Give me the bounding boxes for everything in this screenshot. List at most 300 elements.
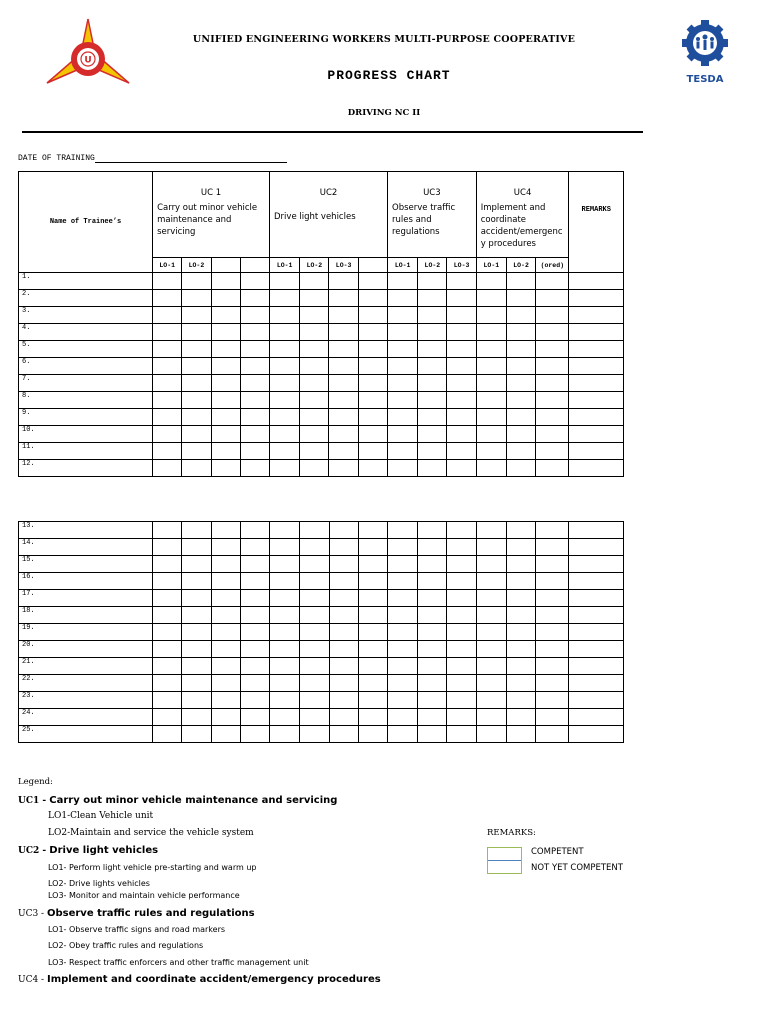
progress-cell[interactable] — [536, 426, 569, 443]
progress-cell[interactable] — [153, 324, 182, 341]
progress-cell[interactable] — [300, 358, 329, 375]
trainee-name-cell[interactable]: 21. — [19, 658, 153, 675]
progress-cell[interactable] — [300, 675, 329, 692]
progress-cell[interactable] — [358, 692, 387, 709]
progress-cell[interactable] — [388, 392, 418, 409]
progress-cell[interactable] — [447, 358, 476, 375]
trainee-name-cell[interactable]: 14. — [19, 539, 153, 556]
progress-cell[interactable] — [418, 624, 447, 641]
trainee-name-cell[interactable]: 17. — [19, 590, 153, 607]
remarks-cell[interactable] — [569, 539, 624, 556]
remarks-cell[interactable] — [569, 624, 624, 641]
progress-cell[interactable] — [447, 624, 476, 641]
progress-cell[interactable] — [358, 641, 387, 658]
progress-cell[interactable] — [418, 539, 447, 556]
progress-cell[interactable] — [182, 709, 211, 726]
progress-cell[interactable] — [240, 392, 269, 409]
progress-cell[interactable] — [329, 307, 358, 324]
progress-cell[interactable] — [182, 324, 211, 341]
trainee-name-cell[interactable]: 8. — [19, 392, 153, 409]
progress-cell[interactable] — [211, 573, 240, 590]
progress-cell[interactable] — [182, 726, 211, 743]
progress-cell[interactable] — [358, 726, 387, 743]
progress-cell[interactable] — [211, 675, 240, 692]
progress-cell[interactable] — [153, 692, 182, 709]
trainee-name-cell[interactable]: 25. — [19, 726, 153, 743]
progress-cell[interactable] — [506, 273, 535, 290]
progress-cell[interactable] — [300, 641, 329, 658]
progress-cell[interactable] — [536, 641, 569, 658]
progress-cell[interactable] — [387, 624, 417, 641]
progress-cell[interactable] — [388, 273, 418, 290]
progress-cell[interactable] — [388, 426, 418, 443]
progress-cell[interactable] — [447, 658, 476, 675]
trainee-name-cell[interactable]: 1. — [19, 273, 153, 290]
progress-cell[interactable] — [211, 658, 240, 675]
progress-cell[interactable] — [418, 590, 447, 607]
progress-cell[interactable] — [418, 675, 447, 692]
progress-cell[interactable] — [240, 573, 269, 590]
progress-cell[interactable] — [388, 307, 418, 324]
progress-cell[interactable] — [418, 658, 447, 675]
progress-cell[interactable] — [447, 307, 476, 324]
progress-cell[interactable] — [447, 709, 476, 726]
progress-cell[interactable] — [153, 341, 182, 358]
progress-cell[interactable] — [387, 675, 417, 692]
progress-cell[interactable] — [388, 324, 418, 341]
progress-cell[interactable] — [270, 290, 300, 307]
progress-cell[interactable] — [153, 709, 182, 726]
progress-cell[interactable] — [211, 556, 240, 573]
progress-cell[interactable] — [240, 341, 269, 358]
progress-cell[interactable] — [358, 658, 387, 675]
progress-cell[interactable] — [270, 641, 300, 658]
progress-cell[interactable] — [476, 290, 506, 307]
progress-cell[interactable] — [418, 341, 447, 358]
remarks-cell[interactable] — [569, 290, 624, 307]
progress-cell[interactable] — [153, 392, 182, 409]
progress-cell[interactable] — [182, 624, 211, 641]
progress-cell[interactable] — [240, 324, 269, 341]
progress-cell[interactable] — [300, 460, 329, 477]
progress-cell[interactable] — [418, 409, 447, 426]
progress-cell[interactable] — [300, 607, 329, 624]
progress-cell[interactable] — [387, 658, 417, 675]
remarks-cell[interactable] — [569, 590, 624, 607]
progress-cell[interactable] — [447, 692, 476, 709]
progress-cell[interactable] — [270, 675, 300, 692]
progress-cell[interactable] — [447, 392, 476, 409]
progress-cell[interactable] — [476, 709, 506, 726]
trainee-name-cell[interactable]: 13. — [19, 522, 153, 539]
progress-cell[interactable] — [536, 709, 569, 726]
progress-cell[interactable] — [447, 324, 476, 341]
progress-cell[interactable] — [447, 341, 476, 358]
progress-cell[interactable] — [300, 273, 329, 290]
progress-cell[interactable] — [240, 658, 269, 675]
progress-cell[interactable] — [476, 556, 506, 573]
progress-cell[interactable] — [358, 409, 387, 426]
remarks-cell[interactable] — [569, 709, 624, 726]
progress-cell[interactable] — [536, 590, 569, 607]
progress-cell[interactable] — [476, 692, 506, 709]
progress-cell[interactable] — [476, 590, 506, 607]
progress-cell[interactable] — [418, 709, 447, 726]
progress-cell[interactable] — [329, 409, 358, 426]
progress-cell[interactable] — [211, 607, 240, 624]
progress-cell[interactable] — [270, 358, 300, 375]
progress-cell[interactable] — [536, 726, 569, 743]
progress-cell[interactable] — [536, 658, 569, 675]
progress-cell[interactable] — [387, 590, 417, 607]
progress-cell[interactable] — [300, 522, 329, 539]
progress-cell[interactable] — [388, 460, 418, 477]
progress-cell[interactable] — [387, 726, 417, 743]
trainee-name-cell[interactable]: 10. — [19, 426, 153, 443]
progress-cell[interactable] — [329, 426, 358, 443]
progress-cell[interactable] — [240, 358, 269, 375]
progress-cell[interactable] — [329, 709, 358, 726]
progress-cell[interactable] — [182, 590, 211, 607]
progress-cell[interactable] — [153, 409, 182, 426]
progress-cell[interactable] — [418, 607, 447, 624]
progress-cell[interactable] — [358, 624, 387, 641]
progress-cell[interactable] — [300, 573, 329, 590]
progress-cell[interactable] — [211, 590, 240, 607]
progress-cell[interactable] — [300, 307, 329, 324]
progress-cell[interactable] — [211, 324, 240, 341]
progress-cell[interactable] — [182, 692, 211, 709]
progress-cell[interactable] — [536, 273, 569, 290]
progress-cell[interactable] — [270, 709, 300, 726]
progress-cell[interactable] — [329, 658, 358, 675]
progress-cell[interactable] — [388, 409, 418, 426]
remarks-cell[interactable] — [569, 426, 624, 443]
progress-cell[interactable] — [329, 539, 358, 556]
progress-cell[interactable] — [536, 522, 569, 539]
progress-cell[interactable] — [270, 460, 300, 477]
progress-cell[interactable] — [211, 624, 240, 641]
progress-cell[interactable] — [476, 273, 506, 290]
progress-cell[interactable] — [329, 324, 358, 341]
progress-cell[interactable] — [506, 460, 535, 477]
progress-cell[interactable] — [387, 641, 417, 658]
progress-cell[interactable] — [211, 426, 240, 443]
trainee-name-cell[interactable]: 19. — [19, 624, 153, 641]
progress-cell[interactable] — [358, 607, 387, 624]
progress-cell[interactable] — [536, 341, 569, 358]
progress-cell[interactable] — [447, 426, 476, 443]
progress-cell[interactable] — [387, 607, 417, 624]
trainee-name-cell[interactable]: 22. — [19, 675, 153, 692]
trainee-name-cell[interactable]: 6. — [19, 358, 153, 375]
progress-cell[interactable] — [447, 590, 476, 607]
progress-cell[interactable] — [182, 392, 211, 409]
progress-cell[interactable] — [270, 573, 300, 590]
progress-cell[interactable] — [240, 460, 269, 477]
progress-cell[interactable] — [418, 392, 447, 409]
progress-cell[interactable] — [270, 341, 300, 358]
progress-cell[interactable] — [300, 443, 329, 460]
progress-cell[interactable] — [536, 290, 569, 307]
progress-cell[interactable] — [358, 290, 387, 307]
progress-cell[interactable] — [240, 539, 269, 556]
progress-cell[interactable] — [153, 443, 182, 460]
progress-cell[interactable] — [447, 460, 476, 477]
remarks-cell[interactable] — [569, 324, 624, 341]
progress-cell[interactable] — [387, 522, 417, 539]
progress-cell[interactable] — [153, 290, 182, 307]
progress-cell[interactable] — [182, 658, 211, 675]
remarks-cell[interactable] — [569, 573, 624, 590]
progress-cell[interactable] — [329, 460, 358, 477]
remarks-cell[interactable] — [569, 658, 624, 675]
progress-cell[interactable] — [418, 460, 447, 477]
progress-cell[interactable] — [358, 375, 387, 392]
progress-cell[interactable] — [506, 290, 535, 307]
remarks-cell[interactable] — [569, 375, 624, 392]
remarks-cell[interactable] — [569, 392, 624, 409]
progress-cell[interactable] — [211, 358, 240, 375]
progress-cell[interactable] — [506, 641, 535, 658]
progress-cell[interactable] — [476, 539, 506, 556]
progress-cell[interactable] — [153, 641, 182, 658]
progress-cell[interactable] — [211, 341, 240, 358]
progress-cell[interactable] — [476, 341, 506, 358]
progress-cell[interactable] — [329, 607, 358, 624]
trainee-name-cell[interactable]: 24. — [19, 709, 153, 726]
progress-cell[interactable] — [506, 692, 535, 709]
progress-cell[interactable] — [476, 675, 506, 692]
trainee-name-cell[interactable]: 15. — [19, 556, 153, 573]
progress-cell[interactable] — [358, 358, 387, 375]
progress-cell[interactable] — [182, 641, 211, 658]
progress-cell[interactable] — [358, 522, 387, 539]
progress-cell[interactable] — [211, 460, 240, 477]
progress-cell[interactable] — [329, 726, 358, 743]
progress-cell[interactable] — [418, 307, 447, 324]
progress-cell[interactable] — [182, 443, 211, 460]
progress-cell[interactable] — [329, 290, 358, 307]
progress-cell[interactable] — [300, 709, 329, 726]
progress-cell[interactable] — [476, 624, 506, 641]
progress-cell[interactable] — [418, 290, 447, 307]
progress-cell[interactable] — [506, 675, 535, 692]
progress-cell[interactable] — [358, 573, 387, 590]
progress-cell[interactable] — [240, 692, 269, 709]
progress-cell[interactable] — [153, 460, 182, 477]
progress-cell[interactable] — [300, 324, 329, 341]
progress-cell[interactable] — [476, 426, 506, 443]
progress-cell[interactable] — [300, 539, 329, 556]
progress-cell[interactable] — [211, 692, 240, 709]
progress-cell[interactable] — [506, 307, 535, 324]
progress-cell[interactable] — [240, 409, 269, 426]
progress-cell[interactable] — [270, 624, 300, 641]
progress-cell[interactable] — [447, 539, 476, 556]
progress-cell[interactable] — [211, 273, 240, 290]
progress-cell[interactable] — [270, 375, 300, 392]
progress-cell[interactable] — [358, 273, 387, 290]
progress-cell[interactable] — [211, 443, 240, 460]
progress-cell[interactable] — [447, 726, 476, 743]
progress-cell[interactable] — [506, 556, 535, 573]
progress-cell[interactable] — [476, 607, 506, 624]
progress-cell[interactable] — [388, 443, 418, 460]
progress-cell[interactable] — [300, 658, 329, 675]
progress-cell[interactable] — [358, 392, 387, 409]
progress-cell[interactable] — [506, 709, 535, 726]
remarks-cell[interactable] — [569, 522, 624, 539]
progress-cell[interactable] — [388, 290, 418, 307]
progress-cell[interactable] — [300, 375, 329, 392]
progress-cell[interactable] — [506, 324, 535, 341]
progress-cell[interactable] — [358, 590, 387, 607]
progress-cell[interactable] — [300, 426, 329, 443]
progress-cell[interactable] — [182, 460, 211, 477]
progress-cell[interactable] — [300, 624, 329, 641]
progress-cell[interactable] — [476, 375, 506, 392]
progress-cell[interactable] — [240, 273, 269, 290]
progress-cell[interactable] — [211, 539, 240, 556]
progress-cell[interactable] — [270, 590, 300, 607]
remarks-cell[interactable] — [569, 409, 624, 426]
progress-cell[interactable] — [506, 726, 535, 743]
progress-cell[interactable] — [153, 522, 182, 539]
progress-cell[interactable] — [153, 590, 182, 607]
progress-cell[interactable] — [240, 443, 269, 460]
remarks-cell[interactable] — [569, 460, 624, 477]
remarks-cell[interactable] — [569, 307, 624, 324]
progress-cell[interactable] — [506, 426, 535, 443]
progress-cell[interactable] — [418, 641, 447, 658]
progress-cell[interactable] — [153, 375, 182, 392]
progress-cell[interactable] — [536, 607, 569, 624]
progress-cell[interactable] — [182, 573, 211, 590]
progress-cell[interactable] — [447, 556, 476, 573]
progress-cell[interactable] — [506, 443, 535, 460]
progress-cell[interactable] — [536, 675, 569, 692]
progress-cell[interactable] — [536, 307, 569, 324]
progress-cell[interactable] — [476, 443, 506, 460]
progress-cell[interactable] — [506, 658, 535, 675]
progress-cell[interactable] — [358, 539, 387, 556]
progress-cell[interactable] — [300, 556, 329, 573]
progress-cell[interactable] — [270, 392, 300, 409]
progress-cell[interactable] — [270, 522, 300, 539]
progress-cell[interactable] — [358, 443, 387, 460]
remarks-cell[interactable] — [569, 675, 624, 692]
progress-cell[interactable] — [329, 392, 358, 409]
progress-cell[interactable] — [536, 539, 569, 556]
trainee-name-cell[interactable]: 23. — [19, 692, 153, 709]
progress-cell[interactable] — [476, 392, 506, 409]
remarks-cell[interactable] — [569, 692, 624, 709]
progress-cell[interactable] — [418, 573, 447, 590]
progress-cell[interactable] — [240, 641, 269, 658]
progress-cell[interactable] — [182, 607, 211, 624]
progress-cell[interactable] — [182, 290, 211, 307]
progress-cell[interactable] — [270, 556, 300, 573]
progress-cell[interactable] — [447, 443, 476, 460]
progress-cell[interactable] — [211, 290, 240, 307]
progress-cell[interactable] — [182, 273, 211, 290]
progress-cell[interactable] — [211, 409, 240, 426]
progress-cell[interactable] — [388, 341, 418, 358]
progress-cell[interactable] — [358, 460, 387, 477]
progress-cell[interactable] — [358, 556, 387, 573]
progress-cell[interactable] — [476, 324, 506, 341]
progress-cell[interactable] — [240, 675, 269, 692]
progress-cell[interactable] — [506, 341, 535, 358]
progress-cell[interactable] — [211, 641, 240, 658]
progress-cell[interactable] — [270, 426, 300, 443]
progress-cell[interactable] — [476, 460, 506, 477]
progress-cell[interactable] — [358, 324, 387, 341]
progress-cell[interactable] — [300, 290, 329, 307]
progress-cell[interactable] — [329, 590, 358, 607]
progress-cell[interactable] — [270, 273, 300, 290]
progress-cell[interactable] — [418, 273, 447, 290]
progress-cell[interactable] — [211, 375, 240, 392]
progress-cell[interactable] — [506, 409, 535, 426]
progress-cell[interactable] — [358, 709, 387, 726]
remarks-cell[interactable] — [569, 358, 624, 375]
progress-cell[interactable] — [447, 273, 476, 290]
progress-cell[interactable] — [506, 522, 535, 539]
progress-cell[interactable] — [240, 522, 269, 539]
progress-cell[interactable] — [300, 409, 329, 426]
trainee-name-cell[interactable]: 20. — [19, 641, 153, 658]
progress-cell[interactable] — [476, 358, 506, 375]
progress-cell[interactable] — [153, 658, 182, 675]
progress-cell[interactable] — [506, 392, 535, 409]
progress-cell[interactable] — [536, 624, 569, 641]
progress-cell[interactable] — [536, 409, 569, 426]
progress-cell[interactable] — [476, 307, 506, 324]
progress-cell[interactable] — [506, 624, 535, 641]
trainee-name-cell[interactable]: 4. — [19, 324, 153, 341]
trainee-name-cell[interactable]: 18. — [19, 607, 153, 624]
progress-cell[interactable] — [153, 624, 182, 641]
remarks-cell[interactable] — [569, 607, 624, 624]
progress-cell[interactable] — [211, 522, 240, 539]
progress-cell[interactable] — [506, 573, 535, 590]
trainee-name-cell[interactable]: 7. — [19, 375, 153, 392]
progress-cell[interactable] — [240, 726, 269, 743]
progress-cell[interactable] — [211, 307, 240, 324]
progress-cell[interactable] — [153, 426, 182, 443]
progress-cell[interactable] — [240, 426, 269, 443]
progress-cell[interactable] — [270, 607, 300, 624]
progress-cell[interactable] — [153, 539, 182, 556]
progress-cell[interactable] — [387, 556, 417, 573]
progress-cell[interactable] — [536, 692, 569, 709]
progress-cell[interactable] — [418, 324, 447, 341]
progress-cell[interactable] — [329, 573, 358, 590]
progress-cell[interactable] — [240, 290, 269, 307]
progress-cell[interactable] — [182, 675, 211, 692]
progress-cell[interactable] — [211, 709, 240, 726]
progress-cell[interactable] — [358, 675, 387, 692]
progress-cell[interactable] — [300, 392, 329, 409]
progress-cell[interactable] — [329, 692, 358, 709]
progress-cell[interactable] — [388, 375, 418, 392]
progress-cell[interactable] — [153, 556, 182, 573]
progress-cell[interactable] — [182, 307, 211, 324]
progress-cell[interactable] — [418, 726, 447, 743]
progress-cell[interactable] — [476, 409, 506, 426]
